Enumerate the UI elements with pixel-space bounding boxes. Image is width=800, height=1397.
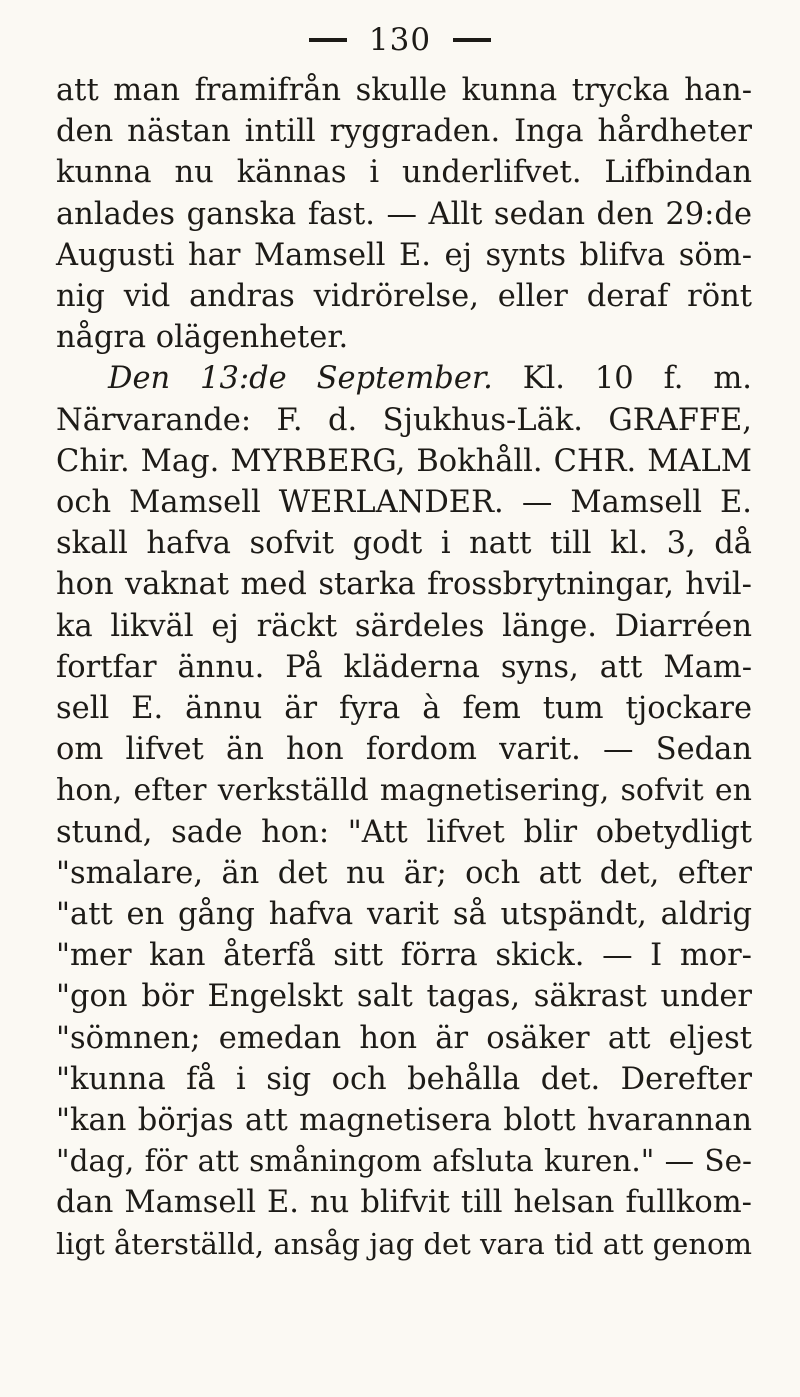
text-line: Augusti har Mamsell E. ej synts blifva söm- <box>56 237 752 273</box>
text-line: den nästan intill ryggraden. Inga hårdheter <box>56 114 752 150</box>
text-line: skall hafva sofvit godt i natt till kl. 3, då <box>56 526 752 562</box>
text-line: kunna nu kännas i underlifvet. Lifbindan <box>56 155 752 191</box>
entry-heading-line <box>56 358 752 399</box>
text-line: några olägenheter. <box>56 320 349 356</box>
text-line: att man framifrån skulle kunna trycka han- <box>56 73 752 108</box>
text-line: "kan börjas att magnetisera blott hvarannan <box>56 1103 752 1139</box>
text-line: dan Mamsell E. nu blifvit till helsan fullkom- <box>56 1185 752 1221</box>
text-line: "smalare, än det nu är; och att det, efter <box>56 855 752 891</box>
text-line: om lifvet än hon fordom varit. — Sedan <box>56 732 752 768</box>
text-line: fortfar ännu. På kläderna syns, att Mam- <box>56 649 752 685</box>
entry-time: Kl. 10 f. m. <box>522 361 752 397</box>
text-line: stund, sade hon: "Att lifvet blir obetydligt <box>56 814 752 850</box>
text-line: "sömnen; emedan hon är osäker att eljest <box>56 1020 752 1056</box>
text-line: Chir. Mag. MYRBERG, Bokhåll. CHR. MALM <box>56 443 752 479</box>
header-dash-right <box>453 38 491 42</box>
text-line: "gon bör Engelskt salt tagas, säkrast under <box>56 979 752 1015</box>
text-line: ka likväl ej räckt särdeles länge. Diarréen <box>56 608 752 644</box>
page-header <box>0 22 800 58</box>
text-line: "dag, för att småningom afsluta kuren." — Se- <box>56 1144 752 1179</box>
text-line: hon, efter verkställd magnetisering, sofvit en <box>56 773 752 809</box>
text-line: ligt återställd, ansåg jag det vara tid att genom <box>56 1226 752 1261</box>
header-dash-left <box>309 38 347 42</box>
text-line: hon vaknat med starka frossbrytningar, hvil- <box>56 567 752 603</box>
text-line: Närvarande: F. d. Sjukhus-Läk. GRAFFE, <box>56 402 752 438</box>
entry-date: Den 13:de September. <box>108 361 493 397</box>
text-line: anlades ganska fast. — Allt sedan den 29:de <box>56 196 752 232</box>
text-line: "mer kan återfå sitt förra skick. — I mor- <box>56 938 752 974</box>
text-line: nig vid andras vidrörelse, eller deraf rönt <box>56 279 752 315</box>
page-number: 130 <box>368 22 432 58</box>
text-line: "att en gång hafva varit så utspändt, aldrig <box>56 897 752 933</box>
text-line: sell E. ännu är fyra à fem tum tjockare <box>56 691 752 727</box>
body-text <box>56 70 752 1265</box>
text-line: "kunna få i sig och behålla det. Derefter <box>56 1061 752 1097</box>
text-line: och Mamsell WERLANDER. — Mamsell E. <box>56 485 752 521</box>
